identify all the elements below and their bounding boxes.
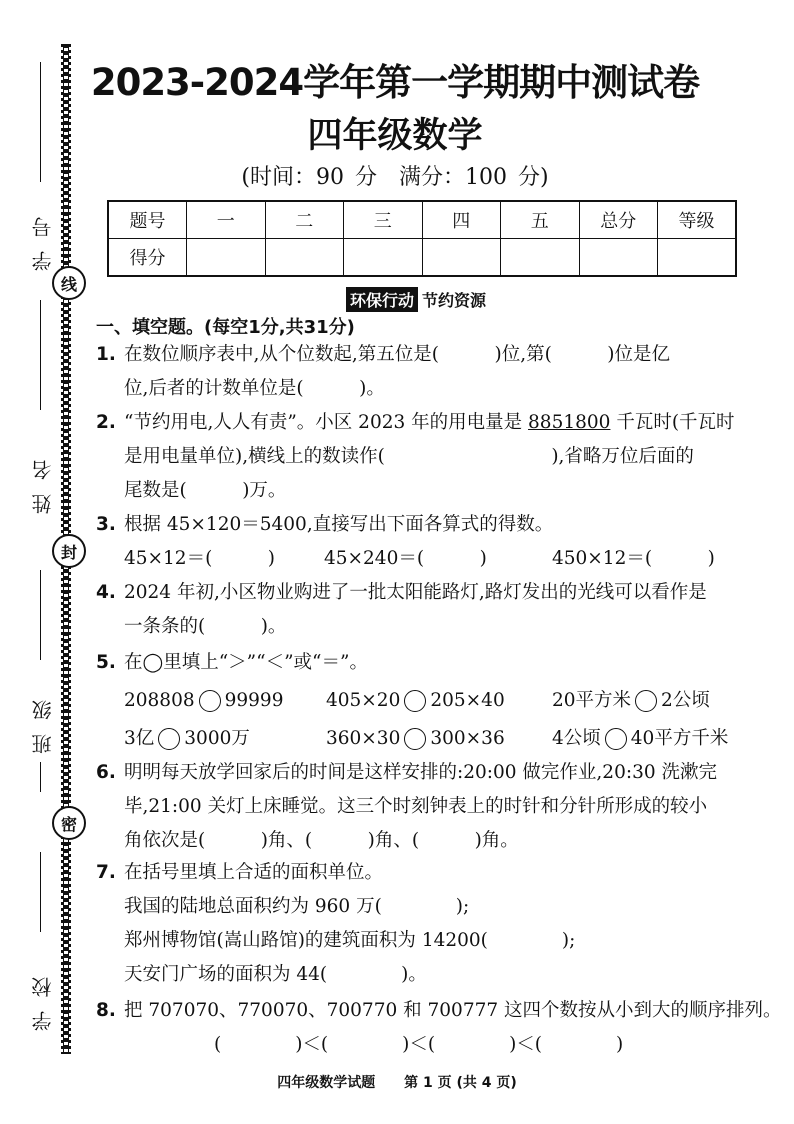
question-text: 是用电量单位),横线上的数读作( ),省略万位后面的 (124, 446, 694, 467)
question-8 (96, 994, 782, 1062)
compare-item (124, 722, 326, 756)
compare-right: 99999 (224, 690, 284, 711)
school-line-top (40, 762, 41, 792)
score-cell[interactable] (265, 239, 344, 277)
compare-right: 205×40 (430, 690, 505, 711)
question-4 (96, 576, 756, 644)
exam-subtitle: 四年级数学 (307, 116, 483, 156)
score-cell[interactable] (344, 239, 423, 277)
question-text: 天安门广场的面积为 44( )。 (124, 964, 427, 985)
question-number: 5. (96, 652, 116, 673)
compare-item (552, 684, 710, 718)
question-number: 3. (96, 514, 116, 535)
question-2 (96, 406, 756, 508)
seal-line: 线 (52, 266, 86, 300)
question-text: 在数位顺序表中,从个位数起,第五位是( )位,第( )位是亿 (124, 344, 671, 365)
question-text: 千瓦时(千瓦时 (610, 412, 735, 433)
question-text: 把 707070、770070、700770 和 700777 这四个数按从小到大的顺序排列。 (124, 1000, 782, 1021)
calc-item: 450×12＝( ) (552, 548, 715, 569)
ordering-answer: ( )＜( )＜( )＜( ) (214, 1034, 624, 1055)
compare-item (326, 684, 552, 718)
compare-right: 300×36 (430, 728, 505, 749)
footer-page-number: 第 1 页 (共 4 页) (404, 1075, 517, 1091)
score-table-score-row (108, 239, 736, 277)
exam-title: 2023-2024学年第一学期期中测试卷 (90, 61, 700, 104)
question-text: 我国的陆地总面积约为 960 万( ); (124, 896, 470, 917)
compare-right: 40平方千米 (630, 728, 729, 749)
seal-seal: 封 (52, 534, 86, 568)
school-field (28, 762, 55, 1062)
question-text: 根据 45×120＝5400,直接写出下面各算式的得数。 (124, 514, 554, 535)
question-7 (96, 856, 756, 992)
answer-circle[interactable] (635, 690, 657, 712)
name-field (28, 300, 55, 535)
compare-item (124, 684, 326, 718)
score-cell[interactable] (501, 239, 580, 277)
question-text: 郑州博物馆(嵩山路馆)的建筑面积为 14200( ); (124, 930, 576, 951)
question-text: 明明每天放学回家后的时间是这样安排的:20:00 做完作业,20:30 洗漱完 (124, 762, 718, 783)
name-label: 姓名 (31, 446, 55, 514)
question-number: 7. (96, 862, 116, 883)
class-label: 班级 (31, 686, 55, 754)
compare-left: 405×20 (326, 690, 401, 711)
compare-left: 360×30 (326, 728, 401, 749)
question-text: 2024 年初,小区物业购进了一批太阳能路灯,路灯发出的光线可以看作是 (124, 582, 707, 603)
section-title: 一、填空题。(每空1分,共31分) (96, 317, 355, 338)
student-id-label: 学号 (31, 203, 55, 271)
class-line (40, 570, 41, 660)
question-number: 1. (96, 344, 116, 365)
student-id-line (40, 62, 41, 182)
compare-left: 20平方米 (552, 690, 632, 711)
compare-item (552, 722, 728, 756)
answer-circle[interactable] (404, 690, 426, 712)
question-text: 在◯里填上“＞”“＜”或“＝”。 (124, 652, 368, 673)
question-text: 尾数是( )万。 (124, 480, 287, 501)
seal-secret: 密 (52, 806, 86, 840)
theme-tag: 环保行动 (346, 287, 418, 312)
question-5 (96, 646, 756, 756)
answer-circle[interactable] (158, 728, 180, 750)
score-header-cell: 等级 (658, 201, 737, 239)
score-header-cell: 五 (501, 201, 580, 239)
score-table-header-row (108, 201, 736, 239)
question-number: 8. (96, 1000, 116, 1021)
calc-row (96, 542, 756, 576)
score-table (107, 200, 737, 277)
score-header-cell: 一 (187, 201, 266, 239)
theme-text: 节约资源 (422, 291, 487, 310)
compare-left: 4公顷 (552, 728, 601, 749)
score-cell[interactable] (422, 239, 501, 277)
exam-time-info: (时间：90 分 满分：100 分) (241, 165, 549, 190)
question-3 (96, 508, 756, 576)
question-1 (96, 338, 756, 406)
answer-circle[interactable] (404, 728, 426, 750)
footer-exam-name: 四年级数学试题 (277, 1075, 376, 1091)
school-label: 学校 (31, 963, 55, 1031)
calc-item: 45×240＝( ) (324, 548, 487, 569)
question-text: 一条条的( )。 (124, 616, 287, 637)
compare-left: 3亿 (124, 728, 155, 749)
score-header-cell: 二 (265, 201, 344, 239)
compare-item (326, 722, 552, 756)
question-6 (96, 756, 756, 858)
name-line (40, 300, 41, 410)
compare-row (96, 684, 756, 718)
score-cell[interactable] (579, 239, 658, 277)
question-text: 毕,21:00 关灯上床睡觉。这三个时刻钟表上的时针和分针所形成的较小 (124, 796, 708, 817)
score-header-cell: 三 (344, 201, 423, 239)
score-row-label: 得分 (108, 239, 187, 277)
question-number: 4. (96, 582, 116, 603)
score-cell[interactable] (658, 239, 737, 277)
compare-row (96, 722, 756, 756)
compare-right: 2公顷 (661, 690, 710, 711)
question-text: 位,后者的计数单位是( )。 (124, 378, 385, 399)
question-number: 2. (96, 412, 116, 433)
compare-left: 208808 (124, 690, 195, 711)
answer-circle[interactable] (605, 728, 627, 750)
calc-item: 45×12＝( ) (124, 548, 276, 569)
compare-right: 3000万 (184, 728, 250, 749)
underlined-number: 8851800 (528, 412, 611, 433)
score-header-cell: 四 (422, 201, 501, 239)
question-text: “节约用电,人人有责”。小区 2023 年的用电量是 (124, 412, 529, 433)
page-footer (0, 1072, 794, 1092)
score-header-cell: 题号 (108, 201, 187, 239)
question-number: 6. (96, 762, 116, 783)
theme-banner (346, 287, 486, 312)
score-cell[interactable] (187, 239, 266, 277)
question-text: 在括号里填上合适的面积单位。 (124, 862, 384, 883)
score-header-cell: 总分 (579, 201, 658, 239)
student-id-field (28, 62, 55, 271)
answer-circle[interactable] (199, 690, 221, 712)
question-text: 角依次是( )角、( )角、( )角。 (124, 830, 519, 851)
school-line (40, 852, 41, 932)
